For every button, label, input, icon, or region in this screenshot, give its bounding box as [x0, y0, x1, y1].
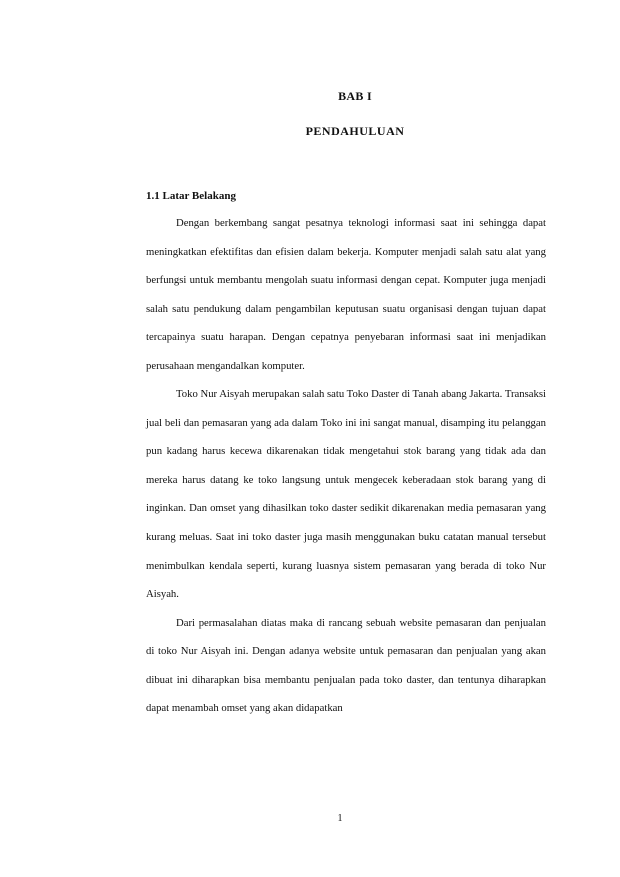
- chapter-title: PENDAHULUAN: [305, 124, 405, 138]
- body-text: [146, 209, 546, 723]
- paragraph-intro: Dengan berkembang sangat pesatnya teknologi informasi saat ini sehingga dapat meningkatkan efektifitas dan efisien dalam bekerja. Komputer menjadi salah satu alat yang berfungsi untuk membantu mengolah suatu informasi dengan cepat. Komputer juga menjadi salah satu pendukung dalam pengambilan keputusan suatu organisasi dengan tujuan dapat tercapainya suatu harapan. Dengan cepatnya penyebaran informasi saat ini menjadikan perusahaan mengandalkan komputer.: [146, 217, 546, 372]
- section-heading: 1.1 Latar Belakang: [146, 190, 236, 202]
- paragraph-store-background: Toko Nur Aisyah merupakan salah satu Toko Daster di Tanah abang Jakarta. Transaksi jual beli dan pemasaran yang ada dalam Toko ini ini sangat manual, disamping itu pelanggan pun kadang harus kecewa dikarenakan tidak mengetahui stok barang yang tidak ada dan mereka harus datang ke toko langsung untuk mengecek keberadaan stok barang yang di inginkan. Dan omset yang dihasilkan toko daster sedikit dikarenakan media pemasaran yang kurang meluas. Saat ini toko daster juga masih menggunakan buku catatan manual tersebut menimbulkan kendala seperti, kurang luasnya sistem pemasaran yang berada di toko Nur Aisyah.: [146, 388, 546, 601]
- chapter-label: BAB I: [338, 89, 372, 103]
- paragraph-website-plan: Dari permasalahan diatas maka di rancang sebuah website pemasaran dan penjualan di toko Nur Aisyah ini. Dengan adanya website untuk pemasaran dan penjualan yang akan dibuat ini diharapkan bisa membantu penjualan pada toko daster, dan tentunya diharapkan dapat menambah omset yang akan didapatkan: [146, 616, 546, 715]
- page-number: 1: [337, 813, 343, 824]
